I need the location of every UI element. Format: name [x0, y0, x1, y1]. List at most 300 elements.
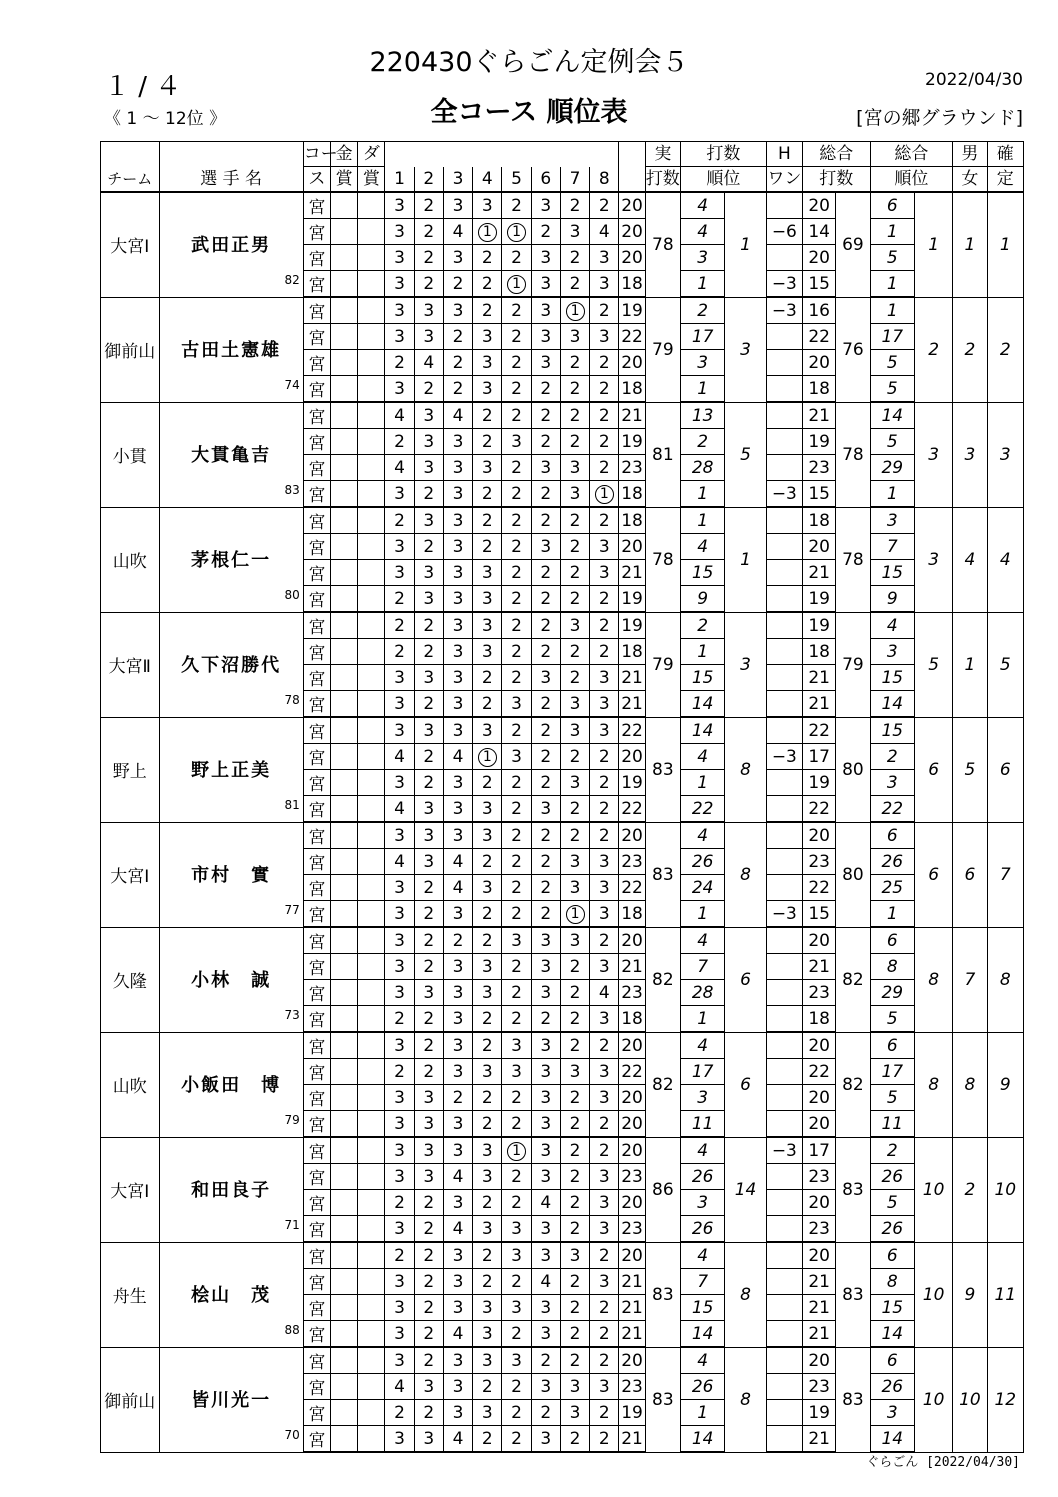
gold-prize-cell — [330, 1426, 357, 1453]
table-row — [101, 1137, 1024, 1164]
final-rank: 10 — [987, 1137, 1023, 1242]
round-rank: 26 — [680, 1164, 724, 1190]
hole-score: 2 — [590, 297, 619, 324]
hole-score: 2 — [443, 324, 472, 350]
hole-score: 2 — [560, 822, 589, 849]
hole-score: 2 — [502, 402, 531, 429]
round-net: 22 — [803, 875, 836, 901]
overall-rank: 6 — [914, 717, 952, 822]
hole-score: 2 — [560, 1137, 589, 1164]
round-net: 20 — [803, 350, 836, 376]
course-cell: 宮 — [303, 875, 330, 901]
da-prize-cell — [358, 954, 385, 980]
hole-score: 2 — [414, 1295, 443, 1321]
table-row — [101, 1032, 1024, 1059]
round-rank: 4 — [680, 1242, 724, 1269]
hole-score: 3 — [502, 1295, 531, 1321]
hole-score: 2 — [560, 1216, 589, 1243]
hole-score: 2 — [502, 1426, 531, 1453]
hole-score: 2 — [560, 954, 589, 980]
round-net: 20 — [803, 1242, 836, 1269]
hole-score: 3 — [531, 1321, 560, 1348]
hole-one-adjust — [766, 822, 802, 849]
hole-score: 2 — [385, 429, 414, 455]
hole-score: 2 — [473, 429, 502, 455]
round-rank: 15 — [680, 665, 724, 691]
hole-score: 4 — [385, 1374, 414, 1400]
hole-score: 2 — [414, 875, 443, 901]
hole-score: 3 — [590, 271, 619, 298]
hole-score: 2 — [502, 534, 531, 560]
round-net-rank: 29 — [870, 455, 914, 481]
hole-one-adjust — [766, 639, 802, 665]
score-rank: 8 — [725, 1347, 766, 1452]
actual-score: 78 — [645, 507, 680, 612]
hole-score: 3 — [590, 691, 619, 718]
round-rank: 14 — [680, 1426, 724, 1453]
hole-score: 3 — [385, 1426, 414, 1453]
course-cell: 宮 — [303, 1295, 330, 1321]
hole-one-adjust — [766, 612, 802, 639]
da-prize-cell — [358, 586, 385, 613]
actual-score: 83 — [645, 717, 680, 822]
round-net: 17 — [803, 744, 836, 770]
overall-rank: 5 — [914, 612, 952, 717]
hole-score: 2 — [560, 271, 589, 298]
hole-score: 2 — [502, 1400, 531, 1426]
hole-score: 3 — [531, 980, 560, 1006]
hole-score: 3 — [443, 717, 472, 744]
hole-score: 2 — [385, 639, 414, 665]
round-net: 16 — [803, 297, 836, 324]
col-hole-5: 5 — [502, 167, 531, 193]
round-net-rank: 3 — [870, 507, 914, 534]
gold-prize-cell — [330, 1321, 357, 1348]
player-name: 茅根仁一 80 — [159, 507, 303, 612]
col-hole-7: 7 — [560, 167, 589, 193]
gold-prize-cell — [330, 455, 357, 481]
hole-score: 2 — [414, 1006, 443, 1033]
round-sum: 20 — [619, 1242, 645, 1269]
hole-score: 3 — [443, 297, 472, 324]
da-prize-cell — [358, 612, 385, 639]
hole-score: 3 — [385, 1085, 414, 1111]
round-net: 19 — [803, 429, 836, 455]
hole-score: 2 — [531, 1347, 560, 1374]
hole-score: 3 — [560, 1242, 589, 1269]
round-net-rank: 5 — [870, 245, 914, 271]
hole-score: 2 — [473, 481, 502, 508]
round-sum: 22 — [619, 717, 645, 744]
gold-prize-cell — [330, 1006, 357, 1033]
round-sum: 20 — [619, 245, 645, 271]
hole-one-adjust — [766, 691, 802, 718]
hole-score: 2 — [502, 849, 531, 875]
round-rank: 1 — [680, 770, 724, 796]
round-rank: 4 — [680, 219, 724, 245]
player-age: 70 — [284, 1427, 300, 1442]
hole-score: 2 — [531, 612, 560, 639]
hole-score: 2 — [502, 822, 531, 849]
round-sum: 22 — [619, 1059, 645, 1085]
round-net: 20 — [803, 822, 836, 849]
round-net-rank: 5 — [870, 376, 914, 403]
hole-score: 2 — [531, 639, 560, 665]
hole-one-adjust — [766, 1269, 802, 1295]
round-net: 18 — [803, 507, 836, 534]
team-name: 小貫 — [101, 402, 160, 507]
hole-score: 2 — [560, 534, 589, 560]
hole-score: 2 — [473, 901, 502, 928]
round-sum: 20 — [619, 1137, 645, 1164]
hole-score: 2 — [502, 1269, 531, 1295]
hole-score: 3 — [473, 324, 502, 350]
hole-score: 3 — [443, 1190, 472, 1216]
hole-score: 3 — [473, 1347, 502, 1374]
da-prize-cell — [358, 481, 385, 508]
course-cell: 宮 — [303, 376, 330, 403]
hole-score: 3 — [414, 455, 443, 481]
hole-score: 3 — [590, 1006, 619, 1033]
hole-score: 3 — [414, 507, 443, 534]
hole-score: 2 — [414, 954, 443, 980]
round-sum: 21 — [619, 1269, 645, 1295]
overall-rank: 8 — [914, 1032, 952, 1137]
round-net: 22 — [803, 796, 836, 823]
round-sum: 21 — [619, 665, 645, 691]
course-cell: 宮 — [303, 1059, 330, 1085]
player-age: 80 — [284, 587, 300, 602]
hole-score: 2 — [590, 639, 619, 665]
hole-one-adjust — [766, 455, 802, 481]
hole-score: 2 — [590, 455, 619, 481]
table-row — [101, 1242, 1024, 1269]
hole-score: 3 — [414, 1137, 443, 1164]
col-totalrank: 総合 — [870, 142, 953, 167]
hole-score: 3 — [385, 717, 414, 744]
hole-score: 2 — [414, 192, 443, 219]
hole-score: 2 — [590, 1242, 619, 1269]
gold-prize-cell — [330, 639, 357, 665]
hole-score: 3 — [443, 612, 472, 639]
hole-score: 2 — [502, 1111, 531, 1138]
table-header: コー 金 ダ 実 打数 H 総合 総合 男 確 チーム 選 手 名 ス 賞 賞 1 2 3 4 5 6 7 8 打数 順位 ワン 打数 順位 女 定 — [101, 142, 1024, 193]
actual-score: 86 — [645, 1137, 680, 1242]
hole-score: 4 — [385, 455, 414, 481]
hole-score: 2 — [414, 639, 443, 665]
round-net-rank: 11 — [870, 1111, 914, 1138]
hole-score: 3 — [385, 560, 414, 586]
hole-score: 2 — [502, 324, 531, 350]
actual-score: 82 — [645, 927, 680, 1032]
round-net: 21 — [803, 954, 836, 980]
round-net-rank: 4 — [870, 612, 914, 639]
da-prize-cell — [358, 324, 385, 350]
gold-prize-cell — [330, 1216, 357, 1243]
player-name: 市村 實 77 — [159, 822, 303, 927]
col-hole-8: 8 — [590, 167, 619, 193]
hole-one-adjust — [766, 665, 802, 691]
hole-one-adjust — [766, 770, 802, 796]
round-net-rank: 5 — [870, 429, 914, 455]
course-cell: 宮 — [303, 1242, 330, 1269]
round-rank: 26 — [680, 1216, 724, 1243]
hole-score: 3 — [443, 691, 472, 718]
hole-score: 3 — [385, 770, 414, 796]
da-prize-cell — [358, 534, 385, 560]
round-net: 20 — [803, 192, 836, 219]
hole-score: 3 — [385, 376, 414, 403]
round-sum: 23 — [619, 455, 645, 481]
round-rank: 4 — [680, 192, 724, 219]
gold-prize-cell — [330, 691, 357, 718]
hole-score: 3 — [590, 245, 619, 271]
col-dasu: 打数 — [680, 142, 766, 167]
round-rank: 4 — [680, 1032, 724, 1059]
round-sum: 23 — [619, 849, 645, 875]
hole-score: 2 — [502, 297, 531, 324]
hole-score: 3 — [385, 297, 414, 324]
team-name: 大宮Ⅰ — [101, 822, 160, 927]
hole-score: 2 — [443, 927, 472, 954]
round-sum: 20 — [619, 1111, 645, 1138]
final-rank: 3 — [987, 402, 1023, 507]
total-score: 83 — [836, 1137, 870, 1242]
hole-score: 3 — [443, 980, 472, 1006]
round-sum: 20 — [619, 219, 645, 245]
round-net: 23 — [803, 980, 836, 1006]
hole-score: 2 — [560, 429, 589, 455]
course-cell: 宮 — [303, 350, 330, 376]
course-cell: 宮 — [303, 612, 330, 639]
player-age: 81 — [284, 797, 300, 812]
hole-score: 3 — [502, 1216, 531, 1243]
round-sum: 19 — [619, 1400, 645, 1426]
round-net-rank: 8 — [870, 1269, 914, 1295]
hole-score: 2 — [560, 1006, 589, 1033]
gold-prize-cell — [330, 560, 357, 586]
hole-score: 2 — [473, 691, 502, 718]
da-prize-cell — [358, 1216, 385, 1243]
player-age: 77 — [284, 902, 300, 917]
col-hole-3: 3 — [443, 167, 472, 193]
team-name: 御前山 — [101, 297, 160, 402]
hole-one-adjust — [766, 402, 802, 429]
hole-score: 2 — [502, 192, 531, 219]
hole-score: 3 — [473, 717, 502, 744]
round-net-rank: 15 — [870, 1295, 914, 1321]
hole-score: 3 — [590, 1190, 619, 1216]
gold-prize-cell — [330, 1400, 357, 1426]
round-rank: 11 — [680, 1111, 724, 1138]
score-rank: 8 — [725, 822, 766, 927]
round-rank: 1 — [680, 507, 724, 534]
da-prize-cell — [358, 1059, 385, 1085]
round-net: 15 — [803, 271, 836, 298]
hole-score: 4 — [531, 1190, 560, 1216]
hole-score: 3 — [502, 927, 531, 954]
round-sum: 21 — [619, 954, 645, 980]
overall-rank: 6 — [914, 822, 952, 927]
hole-score: 3 — [531, 534, 560, 560]
hole-score: 4 — [443, 1426, 472, 1453]
round-net-rank: 29 — [870, 980, 914, 1006]
hole-score: 3 — [385, 219, 414, 245]
hole-score: 4 — [385, 849, 414, 875]
hole-score: 2 — [414, 1242, 443, 1269]
hole-score: 2 — [385, 507, 414, 534]
hole-score: 3 — [385, 1164, 414, 1190]
hole-score: 2 — [502, 560, 531, 586]
round-rank: 28 — [680, 455, 724, 481]
hole-score: 2 — [473, 849, 502, 875]
round-rank: 22 — [680, 796, 724, 823]
hole-score: 2 — [473, 927, 502, 954]
round-sum: 18 — [619, 1006, 645, 1033]
course-cell: 宮 — [303, 849, 330, 875]
hole-score: 4 — [385, 796, 414, 823]
hole-score: 3 — [414, 1164, 443, 1190]
round-sum: 21 — [619, 402, 645, 429]
hole-score: 2 — [560, 1295, 589, 1321]
hole-score: 3 — [473, 954, 502, 980]
hole-score: 2 — [385, 612, 414, 639]
round-net-rank: 26 — [870, 849, 914, 875]
hole-score: 3 — [590, 534, 619, 560]
hole-score: 2 — [473, 1006, 502, 1033]
hole-score: 2 — [414, 245, 443, 271]
round-rank: 3 — [680, 1085, 724, 1111]
hole-score: 3 — [473, 875, 502, 901]
da-prize-cell — [358, 1111, 385, 1138]
gold-prize-cell — [330, 192, 357, 219]
hole-score: 4 — [443, 849, 472, 875]
round-net: 21 — [803, 1269, 836, 1295]
final-rank: 5 — [987, 612, 1023, 717]
round-sum: 21 — [619, 1426, 645, 1453]
hole-score: 2 — [443, 1085, 472, 1111]
gold-prize-cell — [330, 796, 357, 823]
gold-prize-cell — [330, 350, 357, 376]
hole-score: 3 — [473, 796, 502, 823]
hole-score: 2 — [560, 402, 589, 429]
hole-score: 2 — [502, 954, 531, 980]
col-total: 総合 — [803, 142, 871, 167]
gold-prize-cell — [330, 744, 357, 770]
document-title: 220430ぐらごん定例会５ — [369, 47, 689, 78]
hole-score: 2 — [414, 1400, 443, 1426]
round-net: 19 — [803, 770, 836, 796]
hole-in-one-score: 1 — [502, 219, 531, 245]
hole-score: 3 — [590, 954, 619, 980]
hole-one-adjust — [766, 324, 802, 350]
round-rank: 14 — [680, 717, 724, 744]
hole-one-adjust: −6 — [766, 219, 802, 245]
total-score: 69 — [836, 192, 870, 297]
round-rank: 14 — [680, 1321, 724, 1348]
hole-score: 2 — [414, 1032, 443, 1059]
hole-score: 2 — [590, 1137, 619, 1164]
hole-score: 2 — [502, 481, 531, 508]
hole-score: 2 — [473, 297, 502, 324]
col-final: 確 — [987, 142, 1023, 167]
player-age: 71 — [284, 1217, 300, 1232]
round-net-rank: 15 — [870, 560, 914, 586]
hole-score: 3 — [473, 350, 502, 376]
hole-score: 2 — [590, 1400, 619, 1426]
hole-score: 3 — [473, 455, 502, 481]
course-cell: 宮 — [303, 744, 330, 770]
round-rank: 15 — [680, 560, 724, 586]
hole-score: 3 — [414, 586, 443, 613]
hole-score: 2 — [590, 1426, 619, 1453]
round-sum: 20 — [619, 1347, 645, 1374]
da-prize-cell — [358, 507, 385, 534]
hole-one-adjust — [766, 1006, 802, 1033]
rank-range: 《 1 ～ 12位 》 — [104, 109, 227, 129]
gold-prize-cell — [330, 822, 357, 849]
round-rank: 2 — [680, 297, 724, 324]
hole-score: 3 — [385, 324, 414, 350]
hole-one-adjust — [766, 1295, 802, 1321]
col-gender: 男 — [953, 142, 987, 167]
hole-score: 3 — [414, 1111, 443, 1138]
round-net-rank: 22 — [870, 796, 914, 823]
round-sum: 19 — [619, 586, 645, 613]
gold-prize-cell — [330, 297, 357, 324]
round-rank: 3 — [680, 350, 724, 376]
hole-one-adjust — [766, 1426, 802, 1453]
hole-score: 2 — [414, 1269, 443, 1295]
gender-rank: 7 — [953, 927, 987, 1032]
hole-score: 2 — [473, 1374, 502, 1400]
footer-stamp: ぐらごん [2022/04/30] — [866, 1455, 1020, 1470]
hole-score: 3 — [560, 927, 589, 954]
table-row — [101, 927, 1024, 954]
hole-score: 2 — [414, 770, 443, 796]
hole-score: 2 — [385, 1006, 414, 1033]
gold-prize-cell — [330, 1242, 357, 1269]
da-prize-cell — [358, 1085, 385, 1111]
player-name: 和田良子 71 — [159, 1137, 303, 1242]
hole-score: 2 — [560, 376, 589, 403]
round-sum: 21 — [619, 560, 645, 586]
hole-score: 3 — [590, 1085, 619, 1111]
round-rank: 4 — [680, 822, 724, 849]
hole-score: 3 — [560, 1059, 589, 1085]
hole-one-adjust: −3 — [766, 744, 802, 770]
da-prize-cell — [358, 429, 385, 455]
player-name: 武田正男 82 — [159, 192, 303, 297]
round-rank: 9 — [680, 586, 724, 613]
round-net: 22 — [803, 324, 836, 350]
hole-score: 3 — [531, 1085, 560, 1111]
hole-one-adjust — [766, 1347, 802, 1374]
hole-score: 3 — [473, 1321, 502, 1348]
hole-score: 2 — [531, 560, 560, 586]
overall-rank: 2 — [914, 297, 952, 402]
da-prize-cell — [358, 980, 385, 1006]
hole-score: 3 — [385, 1269, 414, 1295]
actual-score: 83 — [645, 1242, 680, 1347]
player-age: 74 — [284, 377, 300, 392]
course-cell: 宮 — [303, 455, 330, 481]
hole-score: 3 — [385, 271, 414, 298]
hole-score: 2 — [502, 1085, 531, 1111]
hole-one-adjust — [766, 507, 802, 534]
hole-score: 2 — [590, 376, 619, 403]
hole-score: 2 — [531, 875, 560, 901]
